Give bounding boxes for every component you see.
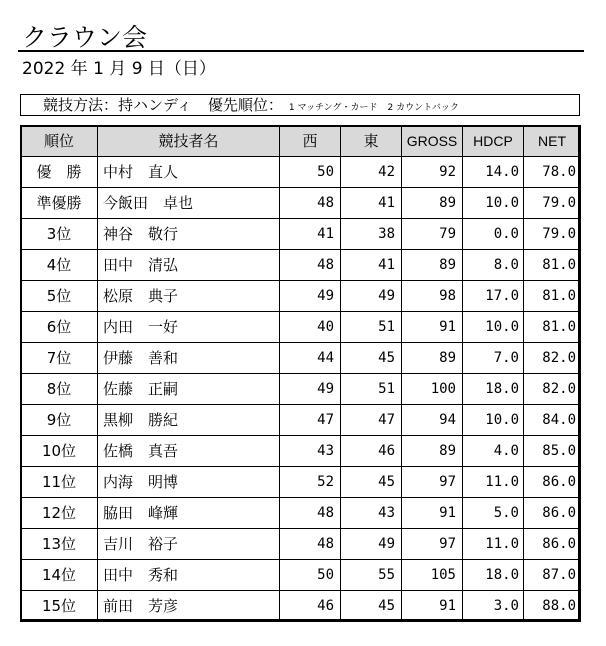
cell-player-name: 黒柳 勝紀 xyxy=(98,405,280,436)
priority-label: 優先順位： xyxy=(207,96,283,114)
cell-player-name: 神谷 敬行 xyxy=(98,219,280,250)
cell-east: 45 xyxy=(341,343,402,374)
cell-rank: 11位 xyxy=(21,467,98,498)
table-row xyxy=(21,560,581,591)
cell-player-name: 内海 明博 xyxy=(98,467,280,498)
cell-gross: 89 xyxy=(402,436,463,467)
cell-player-name: 中村 直人 xyxy=(98,157,280,188)
cell-rank: 13位 xyxy=(21,529,98,560)
header-player-name: 競技者名 xyxy=(98,126,280,157)
cell-west: 49 xyxy=(280,281,341,312)
cell-west: 50 xyxy=(280,560,341,591)
method-label: 競技方法： xyxy=(43,96,119,114)
cell-rank: 7位 xyxy=(21,343,98,374)
table-header-row xyxy=(21,126,581,157)
cell-hdcp: 14.0 xyxy=(463,157,524,188)
header-west: 西 xyxy=(280,126,341,157)
event-date: 2022 年 1 月 9 日（日） xyxy=(22,59,216,79)
cell-gross: 92 xyxy=(402,157,463,188)
priority-2-number: 2 xyxy=(387,103,394,113)
cell-gross: 89 xyxy=(402,250,463,281)
cell-hdcp: 7.0 xyxy=(463,343,524,374)
cell-hdcp: 10.0 xyxy=(463,188,524,219)
cell-hdcp: 8.0 xyxy=(463,250,524,281)
header-hdcp: HDCP xyxy=(463,126,524,157)
cell-east: 41 xyxy=(341,250,402,281)
cell-hdcp: 18.0 xyxy=(463,374,524,405)
results-table xyxy=(20,125,581,622)
cell-gross: 97 xyxy=(402,467,463,498)
cell-rank: 優 勝 xyxy=(21,157,98,188)
cell-east: 46 xyxy=(341,436,402,467)
table-row xyxy=(21,281,581,312)
cell-west: 48 xyxy=(280,529,341,560)
table-row xyxy=(21,374,581,405)
cell-hdcp: 17.0 xyxy=(463,281,524,312)
cell-rank: 3位 xyxy=(21,219,98,250)
cell-hdcp: 10.0 xyxy=(463,312,524,343)
cell-east: 51 xyxy=(341,312,402,343)
priority-2-text: カウントバック xyxy=(396,103,459,113)
cell-net: 82.0 xyxy=(524,374,581,405)
cell-hdcp: 3.0 xyxy=(463,591,524,622)
cell-player-name: 前田 芳彦 xyxy=(98,591,280,622)
cell-net: 86.0 xyxy=(524,467,581,498)
cell-player-name: 田中 清弘 xyxy=(98,250,280,281)
table-row xyxy=(21,529,581,560)
cell-net: 79.0 xyxy=(524,219,581,250)
cell-west: 41 xyxy=(280,219,341,250)
table-row xyxy=(21,436,581,467)
cell-rank: 9位 xyxy=(21,405,98,436)
table-row xyxy=(21,343,581,374)
cell-gross: 100 xyxy=(402,374,463,405)
cell-net: 86.0 xyxy=(524,498,581,529)
cell-east: 49 xyxy=(341,281,402,312)
cell-hdcp: 4.0 xyxy=(463,436,524,467)
cell-west: 48 xyxy=(280,188,341,219)
cell-hdcp: 0.0 xyxy=(463,219,524,250)
cell-player-name: 内田 一好 xyxy=(98,312,280,343)
cell-west: 40 xyxy=(280,312,341,343)
cell-rank: 5位 xyxy=(21,281,98,312)
cell-player-name: 佐橋 真吾 xyxy=(98,436,280,467)
cell-net: 84.0 xyxy=(524,405,581,436)
cell-hdcp: 18.0 xyxy=(463,560,524,591)
cell-rank: 準優勝 xyxy=(21,188,98,219)
cell-east: 55 xyxy=(341,560,402,591)
cell-rank: 4位 xyxy=(21,250,98,281)
cell-net: 85.0 xyxy=(524,436,581,467)
cell-net: 79.0 xyxy=(524,188,581,219)
cell-rank: 10位 xyxy=(21,436,98,467)
cell-hdcp: 10.0 xyxy=(463,405,524,436)
cell-gross: 89 xyxy=(402,343,463,374)
cell-east: 41 xyxy=(341,188,402,219)
cell-player-name: 佐藤 正嗣 xyxy=(98,374,280,405)
cell-rank: 6位 xyxy=(21,312,98,343)
cell-gross: 105 xyxy=(402,560,463,591)
cell-gross: 94 xyxy=(402,405,463,436)
header-net: NET xyxy=(524,126,581,157)
table-row xyxy=(21,188,581,219)
cell-net: 88.0 xyxy=(524,591,581,622)
cell-west: 50 xyxy=(280,157,341,188)
cell-east: 51 xyxy=(341,374,402,405)
cell-net: 81.0 xyxy=(524,281,581,312)
cell-west: 52 xyxy=(280,467,341,498)
cell-net: 81.0 xyxy=(524,312,581,343)
cell-rank: 14位 xyxy=(21,560,98,591)
cell-west: 47 xyxy=(280,405,341,436)
cell-gross: 91 xyxy=(402,498,463,529)
table-row xyxy=(21,591,581,622)
cell-gross: 79 xyxy=(402,219,463,250)
cell-gross: 91 xyxy=(402,591,463,622)
priority-1-number: 1 xyxy=(288,103,295,113)
cell-player-name: 吉川 裕子 xyxy=(98,529,280,560)
table-row xyxy=(21,498,581,529)
cell-player-name: 伊藤 善和 xyxy=(98,343,280,374)
header-gross: GROSS xyxy=(402,126,463,157)
cell-gross: 97 xyxy=(402,529,463,560)
table-row xyxy=(21,467,581,498)
cell-east: 43 xyxy=(341,498,402,529)
cell-east: 42 xyxy=(341,157,402,188)
cell-net: 78.0 xyxy=(524,157,581,188)
cell-player-name: 脇田 峰輝 xyxy=(98,498,280,529)
cell-east: 45 xyxy=(341,591,402,622)
table-row xyxy=(21,405,581,436)
table-row xyxy=(21,312,581,343)
cell-rank: 12位 xyxy=(21,498,98,529)
header-rank: 順位 xyxy=(21,126,98,157)
table-row xyxy=(21,219,581,250)
cell-east: 45 xyxy=(341,467,402,498)
cell-gross: 89 xyxy=(402,188,463,219)
cell-hdcp: 5.0 xyxy=(463,498,524,529)
cell-west: 44 xyxy=(280,343,341,374)
document-title: クラウン会 xyxy=(22,23,148,52)
cell-gross: 91 xyxy=(402,312,463,343)
cell-west: 43 xyxy=(280,436,341,467)
method-value: 持ハンディ xyxy=(118,96,192,114)
cell-east: 49 xyxy=(341,529,402,560)
cell-west: 46 xyxy=(280,591,341,622)
cell-east: 38 xyxy=(341,219,402,250)
priority-1-text: マッチング・カード xyxy=(297,103,378,113)
cell-hdcp: 11.0 xyxy=(463,529,524,560)
cell-net: 87.0 xyxy=(524,560,581,591)
cell-gross: 98 xyxy=(402,281,463,312)
cell-player-name: 田中 秀和 xyxy=(98,560,280,591)
cell-rank: 15位 xyxy=(21,591,98,622)
cell-east: 47 xyxy=(341,405,402,436)
table-row xyxy=(21,157,581,188)
cell-player-name: 今飯田 卓也 xyxy=(98,188,280,219)
cell-net: 82.0 xyxy=(524,343,581,374)
cell-west: 48 xyxy=(280,498,341,529)
cell-player-name: 松原 典子 xyxy=(98,281,280,312)
cell-net: 81.0 xyxy=(524,250,581,281)
cell-rank: 8位 xyxy=(21,374,98,405)
cell-hdcp: 11.0 xyxy=(463,467,524,498)
header-east: 東 xyxy=(341,126,402,157)
title-underline xyxy=(18,50,584,52)
cell-west: 49 xyxy=(280,374,341,405)
table-row xyxy=(21,250,581,281)
cell-net: 86.0 xyxy=(524,529,581,560)
competition-method-box xyxy=(20,94,580,116)
cell-west: 48 xyxy=(280,250,341,281)
